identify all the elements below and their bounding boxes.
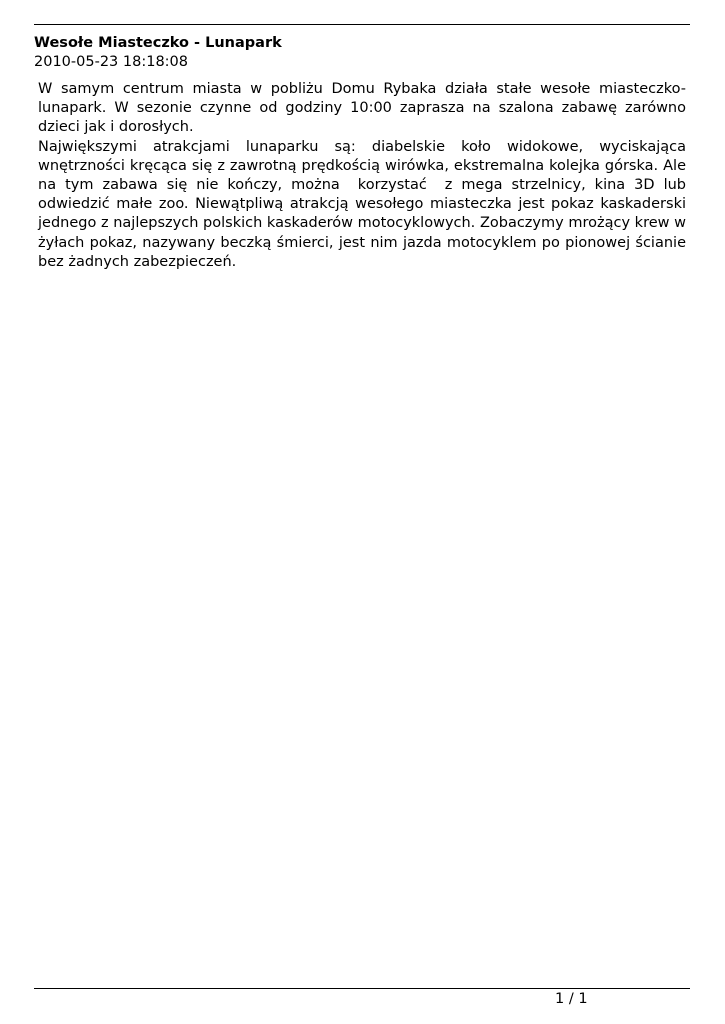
page-number: 1 / 1 xyxy=(555,991,588,1007)
article-title: Wesołe Miasteczko - Lunapark xyxy=(34,35,282,51)
article-paragraph: Największymi atrakcjami lunaparku są: diabelskie koło widokowe, wyciskająca wnętrzności kręcąca się z zawrotną prędkością wirówka, ekstremalna kolejka górska. Ale na tym zabawa się nie kończy, można korzystać z mega strzelnicy, kina 3D lub odwiedzić małe zoo. Niewątpliwą atrakcją wesołego miasteczka jest pokaz kaskaderski jednego z najlepszych polskich kaskaderów motocyklowych. Zobaczymy mrożący krew w żyłach pokaz, nazywany beczką śmierci, jest nim jazda motocyklem po pionowej ścianie bez żadnych zabezpieczeń. xyxy=(38,138,700,270)
article-body xyxy=(38,80,700,272)
bottom-rule xyxy=(34,988,690,989)
article-header xyxy=(34,34,690,72)
article-paragraph: W samym centrum miasta w pobliżu Domu Rybaka działa stałe wesołe miasteczko-lunapark. W sezonie czynne od godziny 10:00 zaprasza na szalona zabawę zarówno dzieci jak i dorosłych. xyxy=(38,81,686,136)
top-rule xyxy=(34,24,690,25)
article-date: 2010-05-23 18:18:08 xyxy=(34,54,188,70)
